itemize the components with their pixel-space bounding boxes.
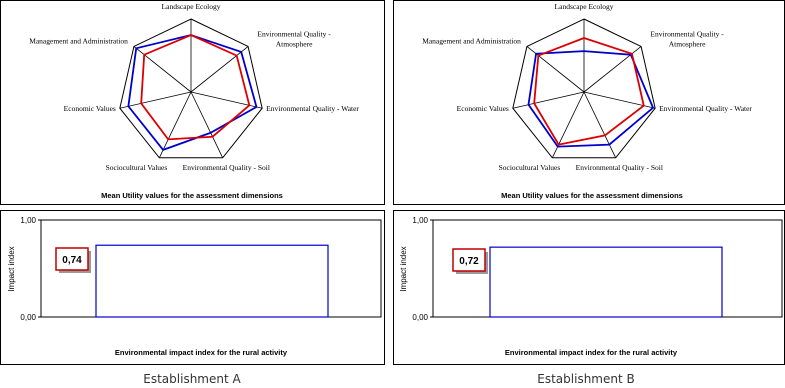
radar-axis-label: Environmental Quality - Water bbox=[659, 104, 752, 114]
value-label: 0,72 bbox=[459, 256, 479, 267]
radar-spoke bbox=[159, 92, 191, 158]
radar-chart-b bbox=[394, 1, 784, 204]
radar-axis-label: Sociocultural Values bbox=[498, 162, 561, 172]
radar-title: Mean Utility values for the assessment dimensions bbox=[101, 191, 283, 200]
radar-panel-a bbox=[0, 0, 385, 205]
radar-spoke bbox=[191, 92, 223, 158]
radar-axis-label: Sociocultural Values bbox=[105, 162, 168, 172]
bar-chart-title: Environmental impact index for the rural activity bbox=[114, 348, 288, 357]
radar-axis-label: Environmental Quality -Atmosphere bbox=[257, 29, 331, 49]
radar-axis-label: Environmental Quality -Atmosphere bbox=[650, 29, 724, 49]
value-label: 0,74 bbox=[62, 255, 82, 266]
impact-panel-a bbox=[0, 210, 385, 365]
radar-spoke bbox=[191, 92, 262, 108]
y-tick-label-top: 1,00 bbox=[412, 216, 428, 225]
caption-establishment-b: Establishment B bbox=[537, 372, 635, 386]
radar-axis-label: Economic Values bbox=[456, 104, 509, 114]
radar-axis-label: Environmental Quality - Soil bbox=[575, 162, 663, 172]
y-tick-label-top: 1,00 bbox=[20, 216, 36, 225]
radar-panel-b bbox=[393, 0, 785, 205]
y-axis-label: Impact index bbox=[7, 246, 16, 292]
radar-spoke bbox=[513, 92, 584, 108]
caption-establishment-a: Establishment A bbox=[143, 372, 241, 386]
radar-axis-label: Environmental Quality - Soil bbox=[182, 162, 270, 172]
radar-axis-label: Landscape Ecology bbox=[161, 2, 221, 11]
impact-chart-a bbox=[1, 211, 384, 364]
radar-series-2 bbox=[141, 35, 249, 139]
radar-axis-label: Landscape Ecology bbox=[554, 2, 614, 11]
y-axis-label: Impact index bbox=[399, 246, 408, 292]
radar-spoke bbox=[552, 92, 584, 158]
y-tick-label-bottom: 0,00 bbox=[412, 313, 428, 322]
impact-bar bbox=[490, 247, 722, 317]
radar-title: Mean Utility values for the assessment dimensions bbox=[501, 191, 683, 200]
radar-axis-label: Management and Administration bbox=[422, 36, 521, 46]
radar-spoke bbox=[584, 92, 616, 158]
radar-axis-label: Economic Values bbox=[63, 104, 116, 114]
impact-panel-b bbox=[393, 210, 785, 365]
y-tick-label-bottom: 0,00 bbox=[20, 313, 36, 322]
radar-axis-label: Management and Administration bbox=[29, 36, 128, 46]
radar-chart-a bbox=[1, 1, 384, 204]
impact-chart-b bbox=[394, 211, 784, 364]
radar-axis-label: Environmental Quality - Water bbox=[266, 104, 359, 114]
bar-chart-title: Environmental impact index for the rural activity bbox=[504, 348, 678, 357]
impact-bar bbox=[96, 245, 328, 317]
